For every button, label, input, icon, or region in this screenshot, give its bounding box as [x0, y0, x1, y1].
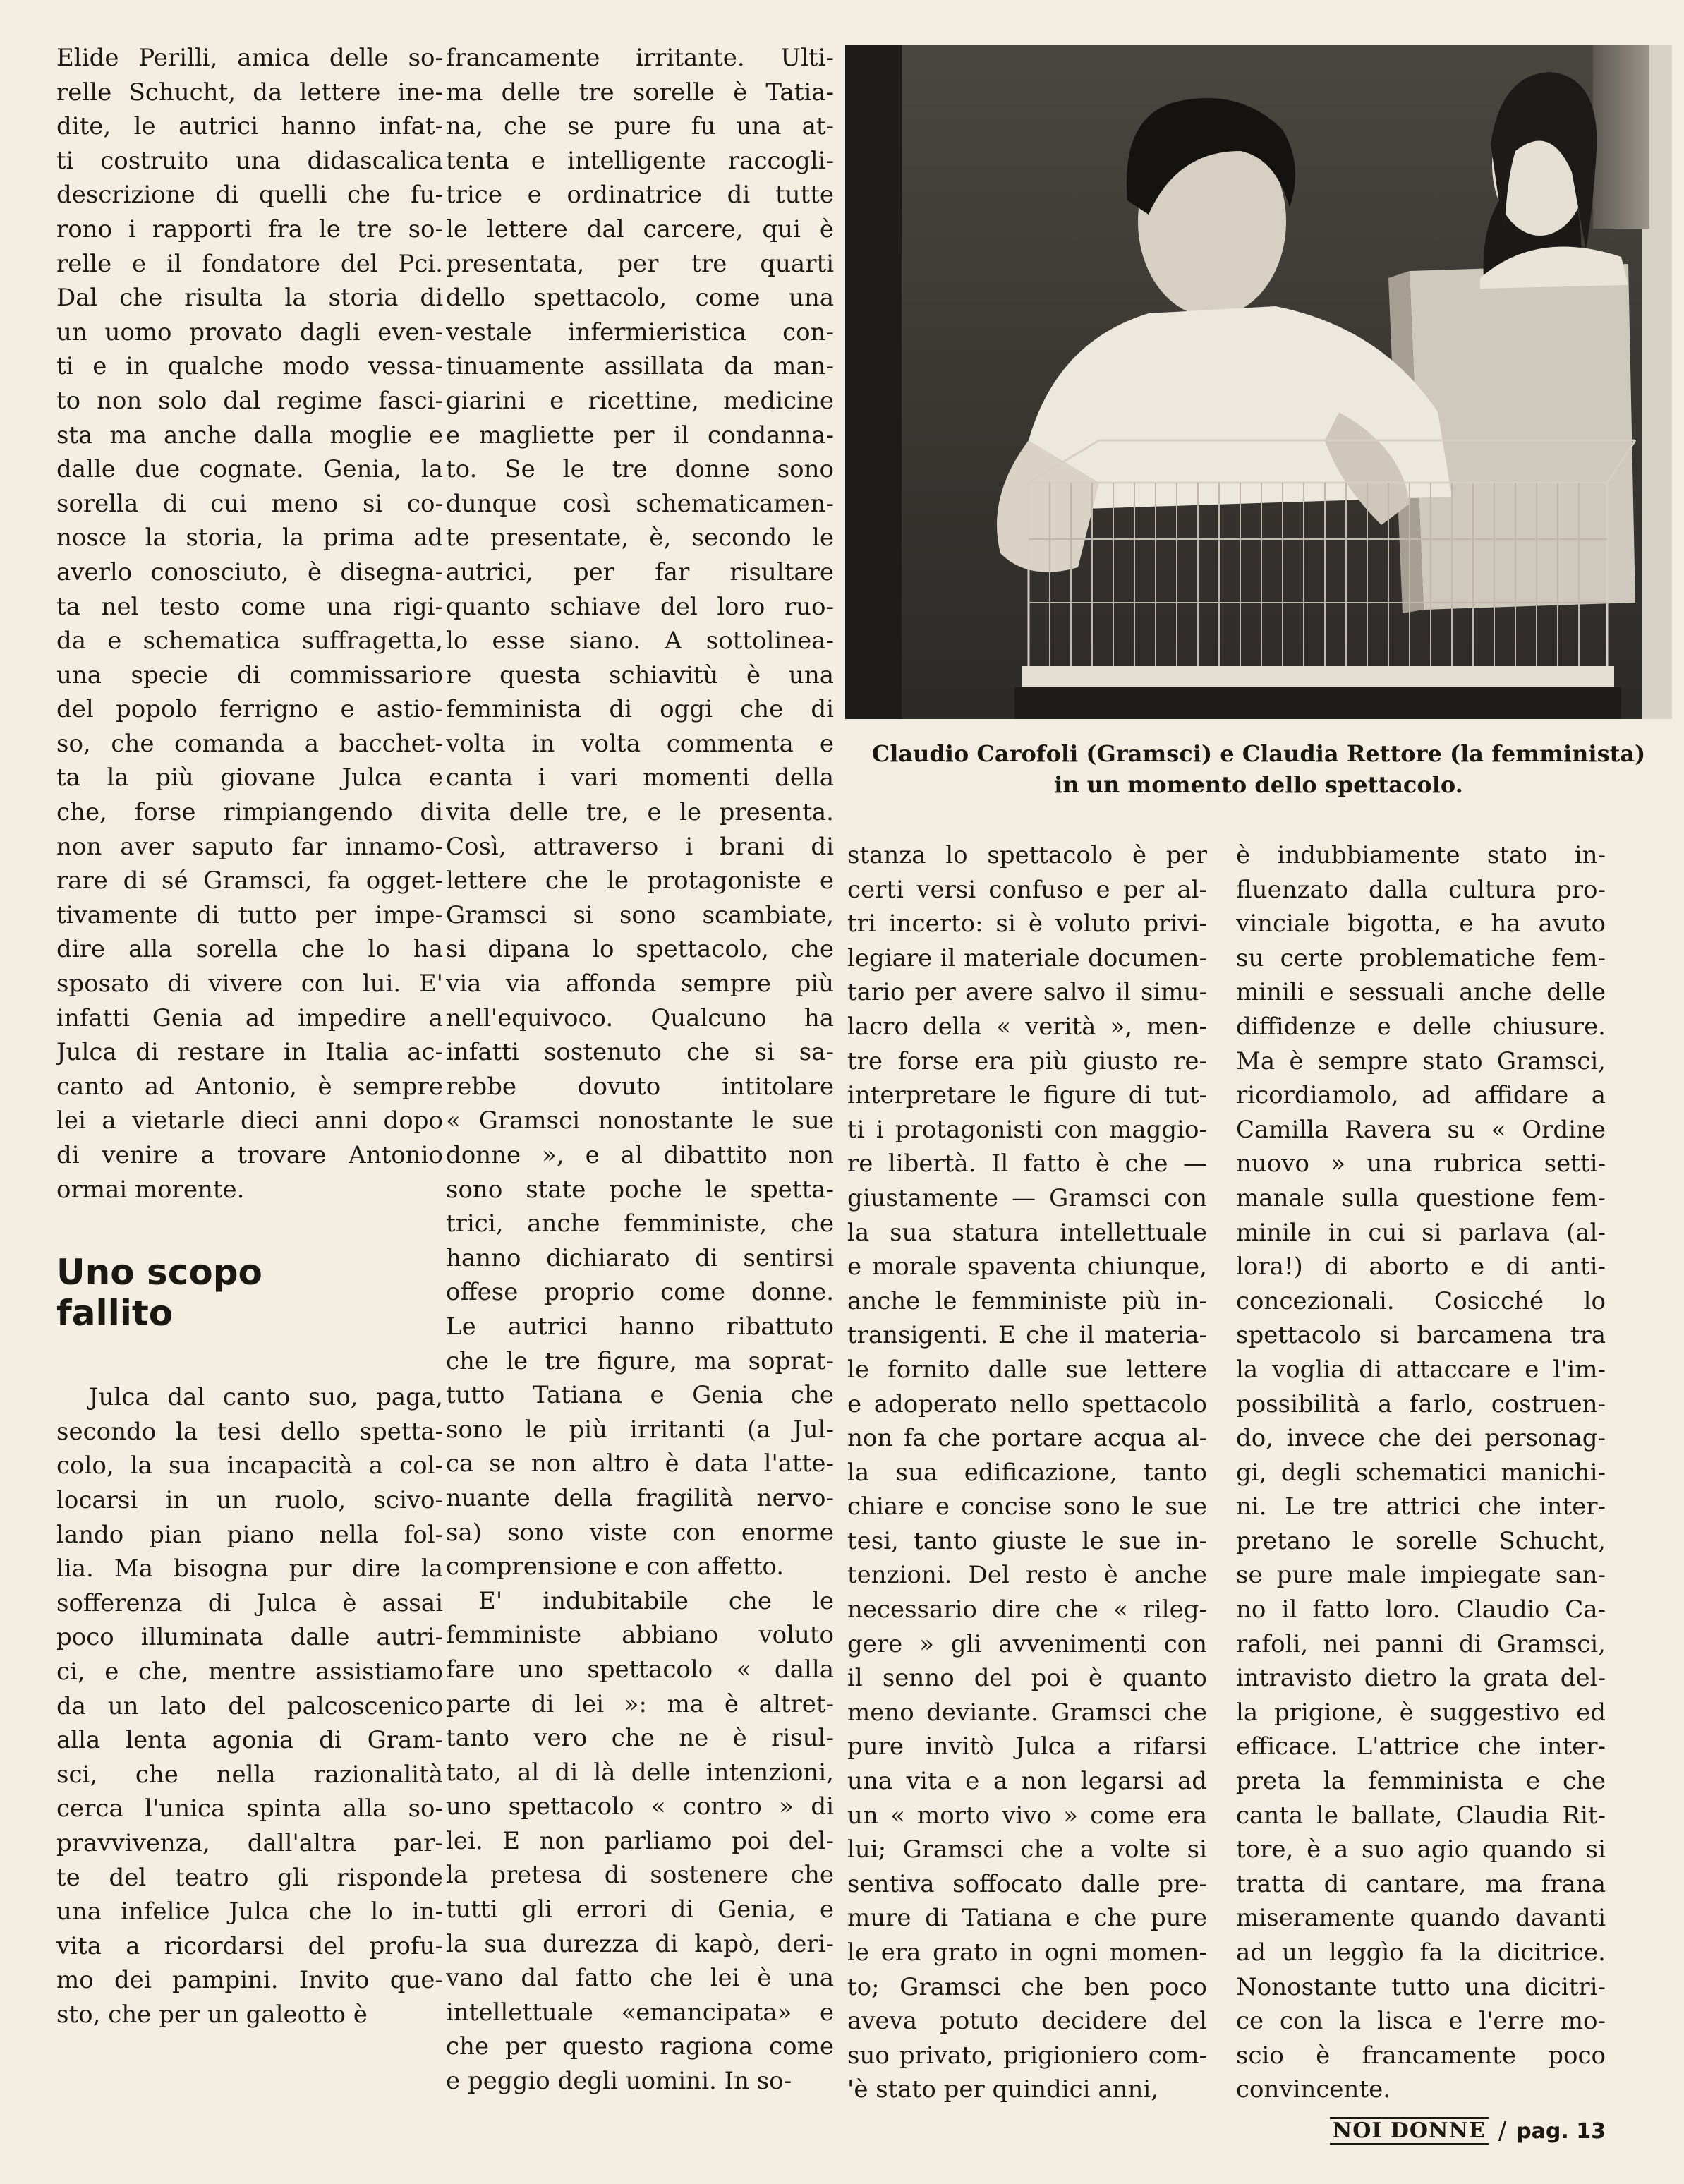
text-line: Camilla Ravera su « Ordine	[1236, 1115, 1606, 1144]
text-line: Julca dal canto suo, paga,	[89, 1383, 443, 1412]
text-line: meno deviante. Gramsci che	[847, 1698, 1207, 1727]
text-line: parte di lei »: ma è altret-	[446, 1689, 834, 1718]
text-line: hanno dichiarato di sentirsi	[446, 1243, 834, 1272]
text-line: miseramente quando davanti	[1236, 1904, 1606, 1933]
text-line: da e schematica suffragetta,	[56, 627, 443, 656]
text-line: ca se non altro è data l'atte-	[446, 1449, 834, 1478]
text-line: francamente irritante. Ulti-	[446, 44, 834, 72]
article-column-4	[1236, 838, 1606, 2107]
text-line: tario per avere salvo il simu-	[847, 978, 1207, 1007]
text-line: locarsi in un ruolo, scivo-	[56, 1485, 443, 1514]
text-line: Così, attraverso i brani di	[446, 832, 834, 861]
text-line: vita delle tre, e le presenta.	[446, 798, 834, 827]
photo-caption	[845, 738, 1672, 800]
text-line: preta la femminista e che	[1236, 1767, 1606, 1796]
text-line: canta le ballate, Claudia Rit-	[1236, 1801, 1606, 1830]
text-line: averlo conosciuto, è disegna-	[56, 557, 443, 586]
text-line: poco illuminata dalle autri-	[56, 1623, 443, 1652]
text-line: minili e sessuali anche delle	[1236, 978, 1606, 1007]
text-line: dire alla sorella che lo ha	[56, 935, 443, 964]
text-line: so, che comanda a bacchet-	[56, 729, 443, 758]
text-line: vinciale bigotta, e ha avuto	[1236, 910, 1606, 939]
text-line: alla lenta agonia di Gram-	[56, 1726, 443, 1755]
text-line: relle Schucht, da lettere ine-	[56, 78, 443, 107]
footer-separator: /	[1498, 2117, 1507, 2145]
text-line: le fornito dalle sue lettere	[847, 1355, 1207, 1384]
text-line: presentata, per tre quarti	[446, 249, 834, 278]
text-line: tanto vero che ne è risul-	[446, 1724, 834, 1753]
text-line: rono i rapporti fra le tre so-	[56, 215, 443, 243]
column-1-continued-text	[56, 1380, 443, 2032]
text-line: necessario dire che « rileg-	[847, 1595, 1207, 1624]
text-line: trice e ordinatrice di tutte	[446, 181, 834, 210]
text-line: non fa che portare acqua al-	[847, 1424, 1207, 1453]
text-line: mo dei pampini. Invito que-	[56, 1966, 443, 1995]
text-line: una infelice Julca che lo in-	[56, 1898, 443, 1926]
text-line: efficace. L'attrice che inter-	[1236, 1732, 1606, 1761]
text-line: stanza lo spettacolo è per	[847, 841, 1207, 869]
text-line: giustamente — Gramsci con	[847, 1183, 1207, 1212]
text-line: ricordiamolo, ad affidare a	[1236, 1081, 1606, 1110]
text-line: ti costruito una didascalica	[56, 146, 443, 175]
text-line: fluenzato dalla cultura pro-	[1236, 875, 1606, 904]
text-line: volta in volta commenta e	[446, 729, 834, 758]
subheading-spacer	[56, 1334, 443, 1380]
text-line: dello spettacolo, come una	[446, 284, 834, 313]
text-line: dite, le autrici hanno infat-	[56, 112, 443, 141]
text-line: tutti gli errori di Genia, e	[446, 1895, 834, 1924]
text-line: le era grato in ogni momen-	[847, 1938, 1207, 1967]
text-line: ma delle tre sorelle è Tatia-	[446, 78, 834, 107]
text-line: te presentate, è, secondo le	[446, 524, 834, 553]
text-line: su certe problematiche fem-	[1236, 943, 1606, 972]
text-line: concezionali. Cosicché lo	[1236, 1286, 1606, 1315]
text-line: canta i vari momenti della	[446, 764, 834, 792]
text-line: na, che se pure fu una at-	[446, 112, 834, 141]
text-line: ni. Le tre attrici che inter-	[1236, 1492, 1606, 1521]
text-line: quanto schiave del loro ruo-	[446, 592, 834, 621]
text-line: do, invece che dei personag-	[1236, 1424, 1606, 1453]
text-line: manale sulla questione fem-	[1236, 1183, 1606, 1212]
stage-photo	[845, 45, 1672, 719]
text-line: nell'equivoco. Qualcuno ha	[446, 1003, 834, 1032]
text-line: nuovo » una rubrica setti-	[1236, 1150, 1606, 1178]
text-line: sono state poche le spetta-	[446, 1175, 834, 1204]
text-line: ti i protagonisti con maggio-	[847, 1115, 1207, 1144]
text-line: mure di Tatiana e che pure	[847, 1904, 1207, 1933]
text-line: interpretare le figure di tut-	[847, 1081, 1207, 1110]
text-line: Gramsci si sono scambiate,	[446, 900, 834, 929]
text-line: Elide Perilli, amica delle so-	[56, 44, 443, 72]
text-line: tenta e intelligente raccogli-	[446, 146, 834, 175]
text-line: le lettere dal carcere, qui è	[446, 215, 834, 243]
text-line: pravvivenza, dall'altra par-	[56, 1828, 443, 1857]
text-line: Dal che risulta la storia di	[56, 284, 443, 313]
text-line: sposato di vivere con lui. E'	[56, 970, 443, 999]
text-line: una vita e a non legarsi ad	[847, 1767, 1207, 1796]
text-line: certi versi confuso e per al-	[847, 875, 1207, 904]
text-line: 'è stato per quindici anni,	[847, 2075, 1159, 2104]
text-line: re questa schiavitù è una	[446, 660, 834, 689]
text-line: lo esse siano. A sottolinea-	[446, 627, 834, 656]
text-line: la prigione, è suggestivo ed	[1236, 1698, 1606, 1727]
text-line: ormai morente.	[56, 1175, 245, 1204]
text-line: transigenti. E che il materia-	[847, 1321, 1207, 1350]
text-line: re libertà. Il fatto è che —	[847, 1150, 1207, 1178]
page-footer	[1309, 2110, 1606, 2152]
text-line: offese proprio come donne.	[446, 1278, 834, 1307]
text-line: infatti Genia ad impedire a	[56, 1003, 443, 1032]
text-line: tratta di cantare, ma frana	[1236, 1869, 1606, 1898]
text-line: suo privato, prigioniero com-	[847, 2041, 1207, 2070]
subheading	[56, 1252, 443, 1334]
text-line: e adoperato nello spettacolo	[847, 1389, 1207, 1418]
text-line: la sua edificazione, tanto	[847, 1458, 1207, 1487]
text-line: intravisto dietro la grata del-	[1236, 1664, 1606, 1693]
text-line: tivamente di tutto per impe-	[56, 900, 443, 929]
text-line: to non solo dal regime fasci-	[56, 386, 443, 415]
text-line: cerca l'unica spinta alla so-	[56, 1794, 443, 1823]
text-line: se pure male impiegate san-	[1236, 1561, 1606, 1590]
subheading-spacer	[56, 1207, 443, 1252]
text-line: comprensione e con affetto.	[446, 1552, 785, 1581]
text-line: di venire a trovare Antonio	[56, 1141, 443, 1169]
text-line: uno spettacolo « contro » di	[446, 1792, 834, 1821]
text-line: del popolo ferrigno e astio-	[56, 695, 443, 724]
text-line: Nonostante tutto una dicitri-	[1236, 1972, 1606, 2001]
text-line: gi, degli schematici manichi-	[1236, 1458, 1606, 1487]
text-line: giarini e ricettine, medicine	[446, 386, 834, 415]
text-line: lei. E non parliamo poi del-	[446, 1826, 834, 1855]
text-line: tenzioni. Del resto è anche	[847, 1561, 1207, 1590]
text-line: sorella di cui meno si co-	[56, 489, 443, 518]
text-line: to. Se le tre donne sono	[446, 455, 834, 484]
text-line: tore, è a suo agio quando si	[1236, 1835, 1606, 1864]
text-line: si dipana lo spettacolo, che	[446, 935, 834, 964]
magazine-logo: NOI DONNE	[1330, 2117, 1489, 2145]
text-line: possibilità a farlo, costruen-	[1236, 1389, 1606, 1418]
text-line: ta nel testo come una rigi-	[56, 592, 443, 621]
text-line: lando pian piano nella fol-	[56, 1520, 443, 1549]
text-line: è indubbiamente stato in-	[1236, 841, 1606, 869]
text-line: che, forse rimpiangendo di	[56, 798, 443, 827]
text-line: vano dal fatto che lei è una	[446, 1964, 834, 1993]
text-line: spettacolo si barcamena tra	[1236, 1321, 1606, 1350]
text-line: lettere che le protagoniste e	[446, 867, 834, 895]
column-1-text	[56, 41, 443, 1207]
text-line: sono le più irritanti (a Jul-	[446, 1415, 834, 1444]
subheading-line-1: Uno scopo	[56, 1252, 262, 1293]
text-line: nosce la storia, la prima ad	[56, 524, 443, 553]
text-line: che le tre figure, ma soprat-	[446, 1346, 834, 1375]
text-line: scio è francamente poco	[1236, 2041, 1606, 2070]
text-line: la sua durezza di kapò, deri-	[446, 1929, 834, 1958]
text-line: tinuamente assillata da man-	[446, 352, 834, 381]
text-line: fare uno spettacolo « dalla	[446, 1655, 834, 1684]
text-line: una specie di commissario	[56, 660, 443, 689]
stage-photo-image	[845, 45, 1672, 719]
text-line: Julca di restare in Italia ac-	[56, 1038, 443, 1067]
text-line: sci, che nella razionalità	[56, 1760, 443, 1789]
text-line: femminista di oggi che di	[446, 695, 834, 724]
text-line: e morale spaventa chiunque,	[847, 1253, 1207, 1281]
text-line: lia. Ma bisogna pur dire la	[56, 1555, 443, 1583]
text-line: legiare il materiale documen-	[847, 943, 1207, 972]
subheading-line-2: fallito	[56, 1293, 174, 1334]
text-line: chiare e concise sono le sue	[847, 1492, 1207, 1521]
text-line: il senno del poi è quanto	[847, 1664, 1207, 1693]
text-line: donne », e al dibattito non	[446, 1141, 834, 1169]
text-line: non aver saputo far innamo-	[56, 832, 443, 861]
text-line: sentiva soffocato dalle pre-	[847, 1869, 1207, 1898]
text-line: lacro della « verità », men-	[847, 1012, 1207, 1041]
text-line: pretano le sorelle Schucht,	[1236, 1526, 1606, 1555]
caption-line-1: Claudio Carofoli (Gramsci) e Claudia Rettore (la femminista)	[871, 740, 1646, 767]
text-line: vita a ricordarsi del profu-	[56, 1931, 443, 1960]
text-line: colo, la sua incapacità a col-	[56, 1452, 443, 1480]
text-line: da un lato del palcoscenico	[56, 1691, 443, 1720]
caption-line-2: in un momento dello spettacolo.	[1054, 771, 1463, 798]
text-line: trici, anche femministe, che	[446, 1209, 834, 1238]
text-line: to; Gramsci che ben poco	[847, 1972, 1207, 2001]
text-line: sto, che per un galeotto è	[56, 2000, 368, 2029]
text-line: rafoli, nei panni di Gramsci,	[1236, 1629, 1606, 1658]
text-line: Le autrici hanno ribattuto	[446, 1312, 834, 1341]
text-line: secondo la tesi dello spetta-	[56, 1417, 443, 1446]
text-line: relle e il fondatore del Pci.	[56, 249, 443, 278]
article-column-1	[56, 41, 443, 2032]
text-line: lui; Gramsci che a volte si	[847, 1835, 1207, 1864]
text-line: nuante della fragilità nervo-	[446, 1483, 834, 1512]
text-line: rebbe dovuto intitolare	[446, 1072, 834, 1101]
text-line: intellettuale «emancipata» e	[446, 1998, 834, 2027]
text-line: ti e in qualche modo vessa-	[56, 352, 443, 381]
text-line: convincente.	[1236, 2075, 1391, 2104]
text-line: un uomo provato dagli even-	[56, 318, 443, 346]
article-column-2	[446, 41, 834, 2099]
text-line: tre forse era più giusto re-	[847, 1046, 1207, 1075]
text-line: e peggio degli uomini. In so-	[446, 2067, 792, 2096]
text-line: ci, e che, mentre assistiamo	[56, 1657, 443, 1686]
text-line: sa) sono viste con enorme	[446, 1518, 834, 1547]
text-line: sta ma anche dalla moglie e	[56, 421, 443, 450]
article-column-3	[847, 838, 1207, 2107]
text-line: pure invitò Julca a rifarsi	[847, 1732, 1207, 1761]
text-line: tesi, tanto giuste le sue in-	[847, 1526, 1207, 1555]
text-line: tato, al di là delle intenzioni,	[446, 1758, 834, 1787]
text-line: ce con la lisca e l'erre mo-	[1236, 2007, 1606, 2036]
text-line: tri incerto: si è voluto privi-	[847, 910, 1207, 939]
text-line: sofferenza di Julca è assai	[56, 1588, 443, 1617]
text-line: dunque così schematicamen-	[446, 489, 834, 518]
text-line: ad un leggìo fa la dicitrice.	[1236, 1938, 1606, 1967]
text-line: minile in cui si parlava (al-	[1236, 1218, 1606, 1247]
text-line: descrizione di quelli che fu-	[56, 181, 443, 210]
text-line: anche le femministe più in-	[847, 1286, 1207, 1315]
page-number: pag. 13	[1516, 2118, 1606, 2144]
text-line: no il fatto loro. Claudio Ca-	[1236, 1595, 1606, 1624]
text-line: infatti sostenuto che si sa-	[446, 1038, 834, 1067]
text-line: un « morto vivo » come era	[847, 1801, 1207, 1830]
text-line: rare di sé Gramsci, fa ogget-	[56, 867, 443, 895]
text-line: la voglia di attaccare e l'im-	[1236, 1355, 1606, 1384]
text-line: lora!) di aborto e di anti-	[1236, 1253, 1606, 1281]
text-line: Ma è sempre stato Gramsci,	[1236, 1046, 1606, 1075]
text-line: via via affonda sempre più	[446, 970, 834, 999]
text-line: dalle due cognate. Genia, la	[56, 455, 443, 484]
text-line: e magliette per il condanna-	[446, 421, 834, 450]
text-line: la pretesa di sostenere che	[446, 1861, 834, 1890]
text-line: aveva potuto decidere del	[847, 2007, 1207, 2036]
text-line: ta la più giovane Julca e	[56, 764, 443, 792]
text-line: lei a vietarle dieci anni dopo	[56, 1106, 443, 1135]
text-line: diffidenze e delle chiusure.	[1236, 1012, 1606, 1041]
text-line: canto ad Antonio, è sempre	[56, 1072, 443, 1101]
text-line: gere » gli avvenimenti con	[847, 1629, 1207, 1658]
text-line: autrici, per far risultare	[446, 557, 834, 586]
text-line: tutto Tatiana e Genia che	[446, 1381, 834, 1410]
text-line: la sua statura intellettuale	[847, 1218, 1207, 1247]
text-line: che per questo ragiona come	[446, 2032, 834, 2061]
text-line: E' indubitabile che le	[478, 1586, 834, 1615]
text-line: femministe abbiano voluto	[446, 1621, 834, 1650]
text-line: « Gramsci nonostante le sue	[446, 1106, 834, 1135]
text-line: vestale infermieristica con-	[446, 318, 834, 346]
text-line: te del teatro gli risponde	[56, 1863, 443, 1892]
